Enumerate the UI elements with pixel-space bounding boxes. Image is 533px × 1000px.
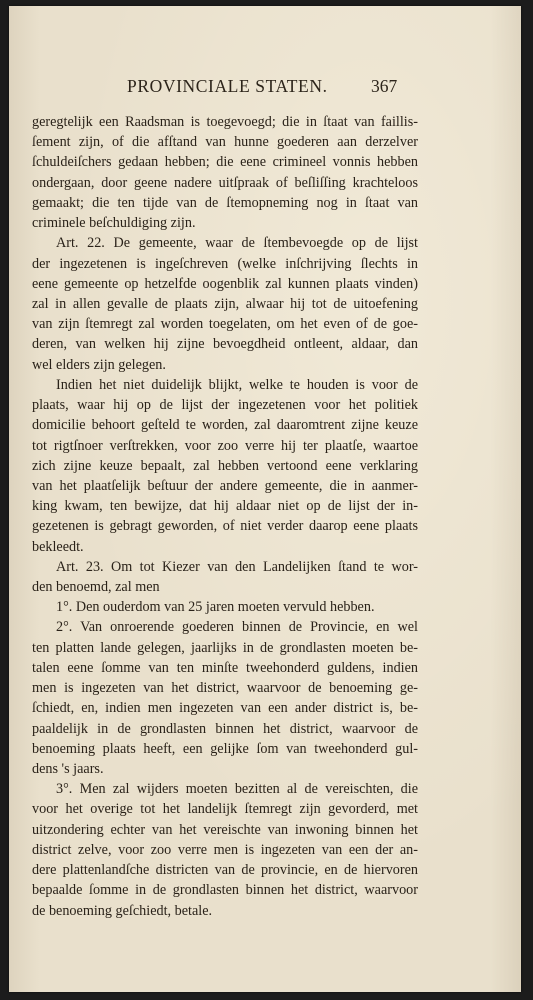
text-line: 1°. Den ouderdom van 25 jaren moeten vervuld hebben.	[56, 599, 375, 616]
text-line: 2°. Van onroerende goederen binnen de Provincie, en wel	[56, 619, 418, 636]
text-line: der ingezetenen is ingeſchreven (welke inſchrijving ſlechts in	[32, 255, 418, 272]
text-line: eene gemeente op hetzelfde oogenblik zal kunnen plaats vinden)	[32, 275, 418, 292]
text-line: 3°. Men zal wijders moeten bezitten al de vereischten, die	[56, 781, 418, 798]
text-line: ſchuldeiſchers gedaan hebben; die eene crimineel vonnis hebben	[32, 154, 418, 171]
text-line: tot rigtſnoer verſtrekken, voor zoo verre hij ter plaatſe, waartoe	[32, 437, 418, 454]
text-line: king kwam, ten bewijze, dat hij aldaar niet op de lijst der in-	[32, 498, 418, 515]
text-line: paaldelijk in de grondlasten binnen het district, waarvoor de	[32, 720, 418, 737]
text-line: bekleedt.	[32, 538, 84, 555]
text-line: Art. 22. De gemeente, waar de ſtembevoegde op de lijst	[56, 235, 418, 252]
body-text	[32, 112, 418, 921]
text-line: talen eene ſomme van ten minſte tweehonderd guldens, indien	[32, 659, 418, 676]
text-line: plaats, waar hij op de lijst der ingezetenen voor het politiek	[32, 397, 418, 414]
text-line: van het plaatſelijk beſtuur der andere gemeente, die in aanmer-	[32, 477, 418, 494]
text-line: uitzondering echter van het vereischte van inwoning binnen het	[32, 821, 418, 838]
text-line: ſement zijn, of die afſtand van hunne goederen aan derzelver	[32, 134, 418, 151]
text-line: van zijn ſtemregt zal worden toegelaten, om het even of de goe-	[32, 316, 418, 333]
text-line: benoeming plaats heeft, een gelijke ſom van tweehonderd gul-	[32, 740, 418, 757]
text-line: criminele beſchuldiging zijn.	[32, 215, 196, 232]
text-line: deren, van welken hij zijne bevoegdheid ontleent, aldaar, dan	[32, 336, 418, 353]
page-header	[9, 76, 521, 100]
text-line: zal in allen gevalle de plaats zijn, alwaar hij tot de uitoefening	[32, 295, 418, 312]
text-line: zich zijne keuze bepaalt, zal hebben vertoond eene verklaring	[32, 457, 418, 474]
text-line: wel elders zijn gelegen.	[32, 356, 166, 373]
text-line: dens 's jaars.	[32, 761, 104, 777]
text-line: den benoemd, zal men	[32, 579, 160, 596]
text-line: gezetenen is gebragt geworden, of niet verder daarop eene plaats	[32, 518, 418, 535]
running-head: PROVINCIALE STATEN.	[127, 76, 328, 96]
text-line: voor het overige tot het landelijk ſtemregt zijn gevorderd, met	[32, 801, 418, 818]
text-line: domicilie behoort geſteld te worden, zal daaromtrent zijne keuze	[32, 417, 418, 434]
text-line: geregtelijk een Raadsman is toegevoegd; die in ſtaat van faillis-	[32, 114, 418, 130]
text-line: men is ingezeten van het district, waarvoor de benoeming ge-	[32, 680, 418, 697]
text-line: district zelve, voor zoo verre men is ingezeten van een der an-	[32, 841, 418, 858]
text-line: dere plattenlandſche districten van de provincie, en de hiervoren	[32, 862, 418, 879]
text-line: bepaalde ſomme in de grondlasten binnen het district, waarvoor	[32, 882, 418, 899]
text-line: ondergaan, door geene nadere uitſpraak of beſliſſing krachteloos	[32, 174, 418, 191]
text-line: Indien het niet duidelijk blijkt, welke te houden is voor de	[56, 376, 418, 393]
text-line: gemaakt; die ten tijde van de ſtemopneming nog in ſtaat van	[32, 194, 418, 211]
text-line: Art. 23. Om tot Kiezer van den Landelijken ſtand te wor-	[56, 558, 418, 575]
text-line: ſchiedt, en, indien men ingezeten van een ander district is, be-	[32, 700, 418, 717]
page-number: 367	[371, 76, 398, 96]
text-line: ten platten lande gelegen, jaarlijks in de grondlasten moeten be-	[32, 639, 418, 656]
book-page	[9, 6, 521, 992]
text-line: de benoeming geſchiedt, betale.	[32, 902, 213, 919]
